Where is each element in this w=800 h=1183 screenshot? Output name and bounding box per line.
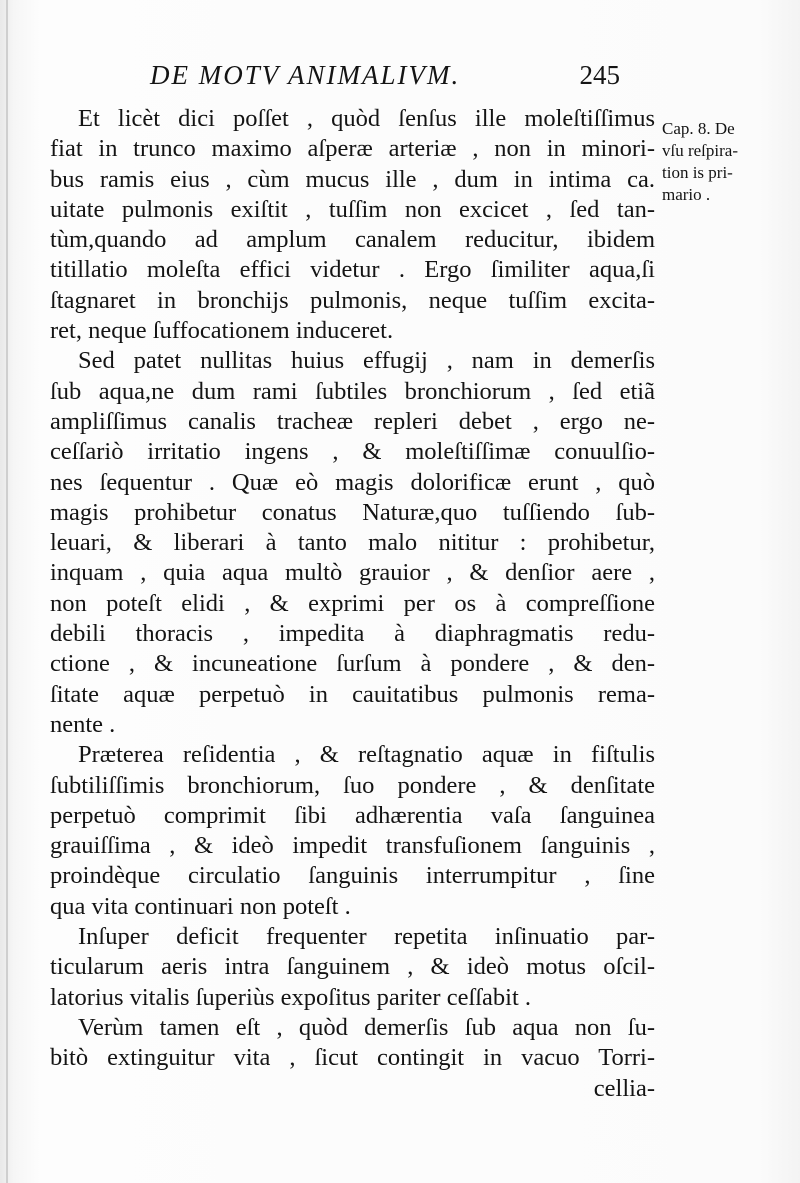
text-line: titillatio moleſta effici videtur . Ergo ſimiliter aqua,ſi	[50, 256, 655, 284]
text-line: ceſſariò irritatio ingens , & moleſtiſſimæ conuulſio-	[50, 438, 655, 466]
text-line: Inſuper deficit frequenter repetita inſinuatio par-	[78, 923, 655, 951]
text-line: magis prohibetur conatus Naturæ,quo tuſſiendo ſub-	[50, 498, 655, 526]
text-line: uitate pulmonis exiſtit , tuſſim non excicet , ſed tan-	[50, 195, 655, 223]
text-line: ampliſſimus canalis tracheæ repleri debet , ergo ne-	[50, 407, 655, 435]
text-line: perpetuò comprimit ſibi adhærentia vaſa ſanguinea	[50, 801, 655, 829]
text-line: Sed patet nullitas huius effugij , nam in demerſis	[78, 347, 655, 375]
text-line: ſub aqua,ne dum rami ſubtiles bronchiorum , ſed etiã	[50, 377, 655, 405]
text-line: ſubtiliſſimis bronchiorum, ſuo pondere , & denſitate	[50, 771, 655, 799]
text-line: inquam , quia aqua multò grauior , & denſior aere ,	[50, 559, 655, 587]
text-line: proindèque circulatio ſanguinis interrumpitur , ſine	[50, 862, 655, 890]
text-line: tùm,quando ad amplum canalem reducitur, ibidem	[50, 226, 655, 254]
text-line: non poteſt elidi , & exprimi per os à compreſſione	[50, 589, 655, 617]
margin-note-line: mario .	[662, 185, 711, 204]
margin-note-line: Cap. 8. De	[662, 119, 735, 138]
margin-note	[662, 118, 772, 206]
text-line: Præterea reſidentia , & reſtagnatio aquæ in fiſtulis	[78, 741, 655, 769]
text-line: fiat in trunco maximo aſperæ arteriæ , non in minori-	[50, 135, 655, 163]
text-line: grauiſſima , & ideò impedit transfuſionem ſanguinis ,	[50, 832, 655, 860]
text-line: ticularum aeris intra ſanguinem , & ideò motus oſcil-	[50, 953, 655, 981]
running-title: DE MOTV ANIMALIVM.	[150, 60, 461, 90]
text-line: qua vita continuari non poteſt .	[50, 892, 351, 920]
margin-note-line: vſu reſpira-	[662, 141, 738, 160]
paragraph	[50, 346, 655, 740]
text-line: bus ramis eius , cùm mucus ille , dum in intima ca.	[50, 165, 655, 193]
text-line: nente .	[50, 710, 116, 738]
catchword: cellia-	[593, 1074, 655, 1102]
text-line: Et licèt dici poſſet , quòd ſenſus ille moleſtiſſimus	[78, 105, 655, 132]
text-line: nes ſequentur . Quæ eò magis dolorificæ erunt , quò	[50, 468, 655, 496]
text-line: ſtagnaret in bronchijs pulmonis, neque tuſſim excita-	[50, 286, 655, 314]
text-line: debili thoracis , impedita à diaphragmatis redu-	[50, 620, 655, 648]
page-gutter	[6, 0, 8, 1183]
paragraph	[50, 922, 655, 1013]
paragraph	[50, 1013, 655, 1074]
text-line: ctione , & incuneatione ſurſum à pondere , & den-	[50, 650, 655, 678]
text-line: ret, neque ſuffocationem induceret.	[50, 317, 394, 345]
body-text	[50, 104, 655, 1104]
text-line: leuari, & liberari à tanto malo nititur : prohibetur,	[50, 529, 655, 557]
paragraph	[50, 740, 655, 922]
paragraph	[50, 104, 655, 346]
page-number: 245	[579, 60, 620, 90]
margin-note-line: tion is pri-	[662, 163, 733, 182]
text-line: bitò extinguitur vita , ſicut contingit in vacuo Torri-	[50, 1044, 655, 1072]
text-line: Verùm tamen eſt , quòd demerſis ſub aqua non ſu-	[78, 1013, 655, 1041]
page-header	[150, 60, 620, 100]
text-line: latorius vitalis ſuperiùs expoſitus pariter ceſſabit .	[50, 983, 532, 1011]
text-line: ſitate aquæ perpetuò in cauitatibus pulmonis rema-	[50, 680, 655, 708]
